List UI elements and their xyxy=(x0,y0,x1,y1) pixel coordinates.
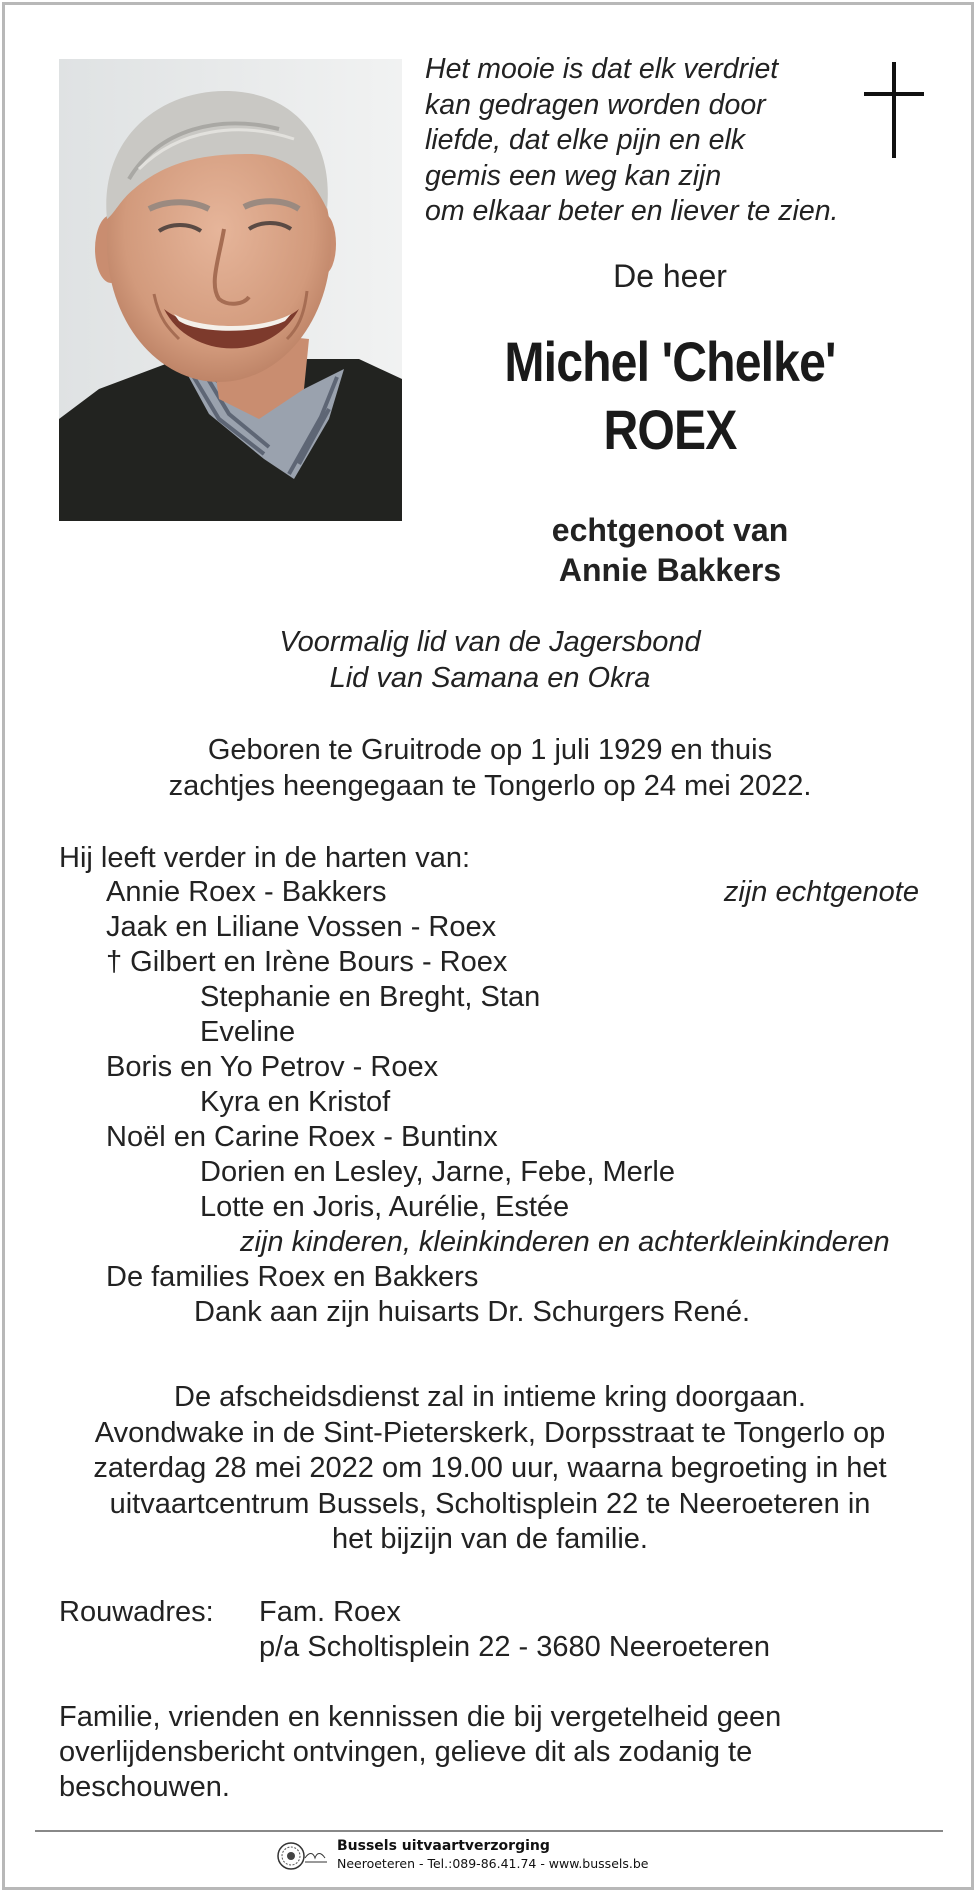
relatives-intro: Hij leeft verder in de harten van: xyxy=(59,842,471,874)
name-line-1: Michel 'Chelke' xyxy=(504,330,836,393)
title-prefix: De heer xyxy=(613,258,727,294)
service-line: De afscheidsdienst zal in intieme kring doorgaan. xyxy=(174,1381,806,1413)
relative-line: Dorien en Lesley, Jarne, Febe, Merle xyxy=(200,1156,675,1188)
notice xyxy=(59,1700,889,1805)
relative-line: Stephanie en Breght, Stan xyxy=(200,981,541,1013)
relative-line: † Gilbert en Irène Bours - Roex xyxy=(106,946,508,978)
service-line: zaterdag 28 mei 2022 om 19.00 uur, waarna begroeting in het xyxy=(93,1452,887,1484)
relative-line: Jaak en Liliane Vossen - Roex xyxy=(106,911,497,943)
cross-icon xyxy=(864,62,924,162)
spouse-line-1: echtgenoot van xyxy=(551,512,789,548)
birth-death xyxy=(110,732,870,804)
address-line: Fam. Roex xyxy=(259,1596,401,1628)
address-line: p/a Scholtisplein 22 - 3680 Neeroeteren xyxy=(259,1631,771,1663)
relative-line: Boris en Yo Petrov - Roex xyxy=(106,1051,439,1083)
service-line: uitvaartcentrum Bussels, Scholtisplein 22 te Neeroeteren in xyxy=(109,1487,871,1520)
poem-line: Het mooie is dat elk verdriet xyxy=(425,53,779,85)
footer-divider xyxy=(35,1830,943,1832)
poem-line: gemis een weg kan zijn xyxy=(425,159,722,192)
relative-line: Kyra en Kristof xyxy=(200,1086,391,1118)
spouse-line-2: Annie Bakkers xyxy=(558,552,782,588)
address-label: Rouwadres: xyxy=(59,1596,214,1628)
membership-line: Voormalig lid van de Jagersbond xyxy=(279,626,701,658)
service-line: Avondwake in de Sint-Pieterskerk, Dorpsstraat te Tongerlo op xyxy=(94,1416,886,1449)
relative-line: Lotte en Joris, Aurélie, Estée xyxy=(200,1191,570,1223)
notice-line: overlijdensbericht ontvingen, gelieve dit als zodanig te xyxy=(59,1736,753,1768)
poem-line: liefde, dat elke pijn en elk xyxy=(425,124,746,156)
death-line: zachtjes heengegaan te Tongerlo op 24 mei 2022. xyxy=(168,770,812,802)
relative-line: Eveline xyxy=(200,1016,296,1048)
relative-line: De families Roex en Bakkers xyxy=(106,1261,479,1293)
relative-line: Noël en Carine Roex - Buntinx xyxy=(106,1121,498,1153)
name-line-2: ROEX xyxy=(603,398,737,461)
membership-line: Lid van Samana en Okra xyxy=(329,662,651,694)
relative-note: zijn echtgenote xyxy=(723,876,919,908)
bussels-logo-icon xyxy=(275,1838,329,1874)
birth-line: Geboren te Gruitrode op 1 juli 1929 en thuis xyxy=(207,734,773,766)
memberships xyxy=(200,624,780,696)
portrait-photo xyxy=(59,59,402,521)
spouse xyxy=(480,510,860,590)
poem-line: kan gedragen worden door xyxy=(425,88,766,121)
notice-line: Familie, vrienden en kennissen die bij vergetelheid geen xyxy=(59,1701,782,1733)
service-line: het bijzijn van de familie. xyxy=(332,1523,648,1555)
address xyxy=(259,1595,770,1665)
footer-company: Bussels uitvaartverzorging xyxy=(337,1838,550,1854)
footer-contact: Neeroeteren - Tel.:089-86.41.74 - www.bussels.be xyxy=(337,1856,649,1871)
service-details xyxy=(55,1380,925,1558)
portrait-illustration xyxy=(59,59,402,521)
deceased-name xyxy=(472,328,868,464)
relative-line: Annie Roex - Bakkers xyxy=(106,876,387,908)
relative-summary: zijn kinderen, kleinkinderen en achterkleinkinderen xyxy=(240,1226,890,1258)
poem-line: om elkaar beter en liever te zien. xyxy=(425,195,839,227)
thanks-line: Dank aan zijn huisarts Dr. Schurgers René. xyxy=(194,1296,751,1328)
notice-line: beschouwen. xyxy=(59,1771,230,1803)
poem xyxy=(425,52,885,230)
